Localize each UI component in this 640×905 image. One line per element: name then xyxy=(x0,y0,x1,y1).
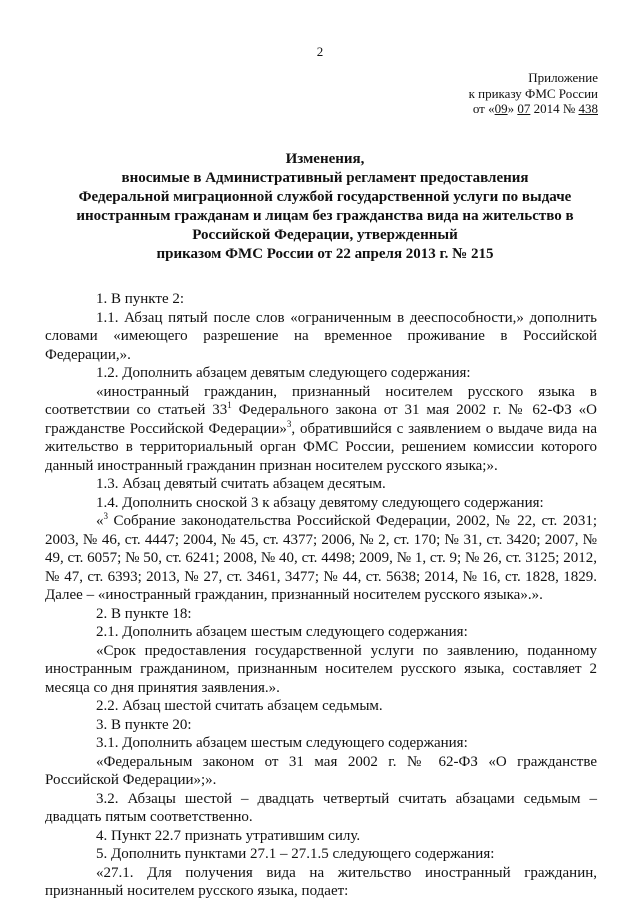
date-sep: » xyxy=(507,101,515,116)
paragraph: 5. Дополнить пунктами 27.1 – 27.1.5 следующего содержания: xyxy=(96,846,495,862)
title-line: Федеральной миграционной службой государственной услуги по выдаче xyxy=(78,189,572,205)
paragraph xyxy=(45,383,597,476)
paragraph: 2.1. Дополнить абзацем шестым следующего содержания: xyxy=(96,624,468,640)
title-line: Изменения, xyxy=(285,151,365,167)
paragraph-text: « xyxy=(96,513,104,529)
paragraph-text: «иностранный гражданин, признанный носителем русского языка в соответствии со статьей 33 xyxy=(45,383,597,418)
date-month: 07 xyxy=(517,101,531,116)
paragraph: «Федеральным законом от 31 мая 2002 г. № 62-ФЗ «О гражданстве Российской Федерации»;». xyxy=(45,753,597,788)
superscript: 1 xyxy=(227,400,232,410)
paragraph: 1.2. Дополнить абзацем девятым следующего содержания: xyxy=(96,365,471,381)
title-line: иностранным гражданам и лицам без гражданства вида на жительство в xyxy=(76,208,574,224)
order-number: 438 xyxy=(578,101,598,116)
title-line: приказом ФМС России от 22 апреля 2013 г. № 215 xyxy=(156,246,494,262)
title-line: вносимые в Административный регламент предоставления xyxy=(121,170,529,186)
date-prefix: от « xyxy=(472,101,495,116)
appendix-date-line xyxy=(469,101,598,117)
footnote-mark: 3 xyxy=(286,418,292,429)
document-body xyxy=(45,290,597,901)
paragraph-text: , обратившийся с заявлением о выдаче вида на жительство в территориальный орган ФМС России, решением комиссии которого данный иностранный гражданин признан носителем русского языка;». xyxy=(45,420,597,474)
paragraph: 1. В пункте 2: xyxy=(96,291,185,307)
page-number: 2 xyxy=(316,44,324,59)
paragraph: 2. В пункте 18: xyxy=(96,605,192,622)
paragraph: «27.1. Для получения вида на жительство иностранный гражданин, признанный носителем русского языка, подает: xyxy=(45,864,597,899)
number-prefix: № xyxy=(562,101,576,116)
paragraph: «Срок предоставления государственной услуги по заявлению, поданному иностранным гражданином, признанным носителем русского языка, составляет 2 месяца со дня принятия заявления.». xyxy=(45,642,597,696)
paragraph: 1.1. Абзац пятый после слов «ограниченным в дееспособности,» дополнить словами «имеющего разрешение на временное проживание в Российской Федерации,». xyxy=(45,309,597,363)
paragraph-text: Федерального закона от 31 мая 2002 г. № 62-ФЗ «О гражданстве Российской Федерации» xyxy=(45,402,597,437)
date-day: 09 xyxy=(494,101,508,116)
footnote-mark: 3 xyxy=(103,511,108,521)
paragraph: 3.2. Абзацы шестой – двадцать четвертый считать абзацами седьмым – двадцать пятым соответственно. xyxy=(45,790,597,825)
paragraph: 3. В пункте 20: xyxy=(96,716,192,733)
paragraph: 1.3. Абзац девятый считать абзацем десятым. xyxy=(96,476,386,492)
title-line: Российской Федерации, утвержденный xyxy=(192,227,458,243)
paragraph: 4. Пункт 22.7 признать утратившим силу. xyxy=(96,827,361,844)
document-title xyxy=(60,150,590,264)
paragraph: 1.4. Дополнить сноской 3 к абзацу девятому следующего содержания: xyxy=(96,494,544,511)
paragraph-text: Собрание законодательства Российской Федерации, 2002, № 22, ст. 2031; 2003, № 46, ст. 4447; 2004, № 45, ст. 4377; 2006, № 2, ст. 170; № 31, ст. 3420; 2007, № 49, ст. 6057; № 50, ст. 6241; 2008, № 40, ст. 4498; 2009, № 1, ст. 9; № 26, ст. 3125; 2012, № 47, ст. 6393; 2013, № 27, ст. 3461, 3477; № 44, ст. 5638; 2014, № 16, ст. 1828, 1829. Далее – «иностранный гражданин, признанный носителем русского языка».». xyxy=(45,513,597,603)
paragraph xyxy=(45,512,597,605)
date-year: 2014 xyxy=(533,101,560,116)
paragraph: 2.2. Абзац шестой считать абзацем седьмым. xyxy=(96,698,383,714)
appendix-order-ref: к приказу ФМС России xyxy=(468,85,598,101)
appendix-header xyxy=(469,70,598,117)
appendix-title: Приложение xyxy=(528,70,598,85)
paragraph: 3.1. Дополнить абзацем шестым следующего содержания: xyxy=(96,735,468,751)
